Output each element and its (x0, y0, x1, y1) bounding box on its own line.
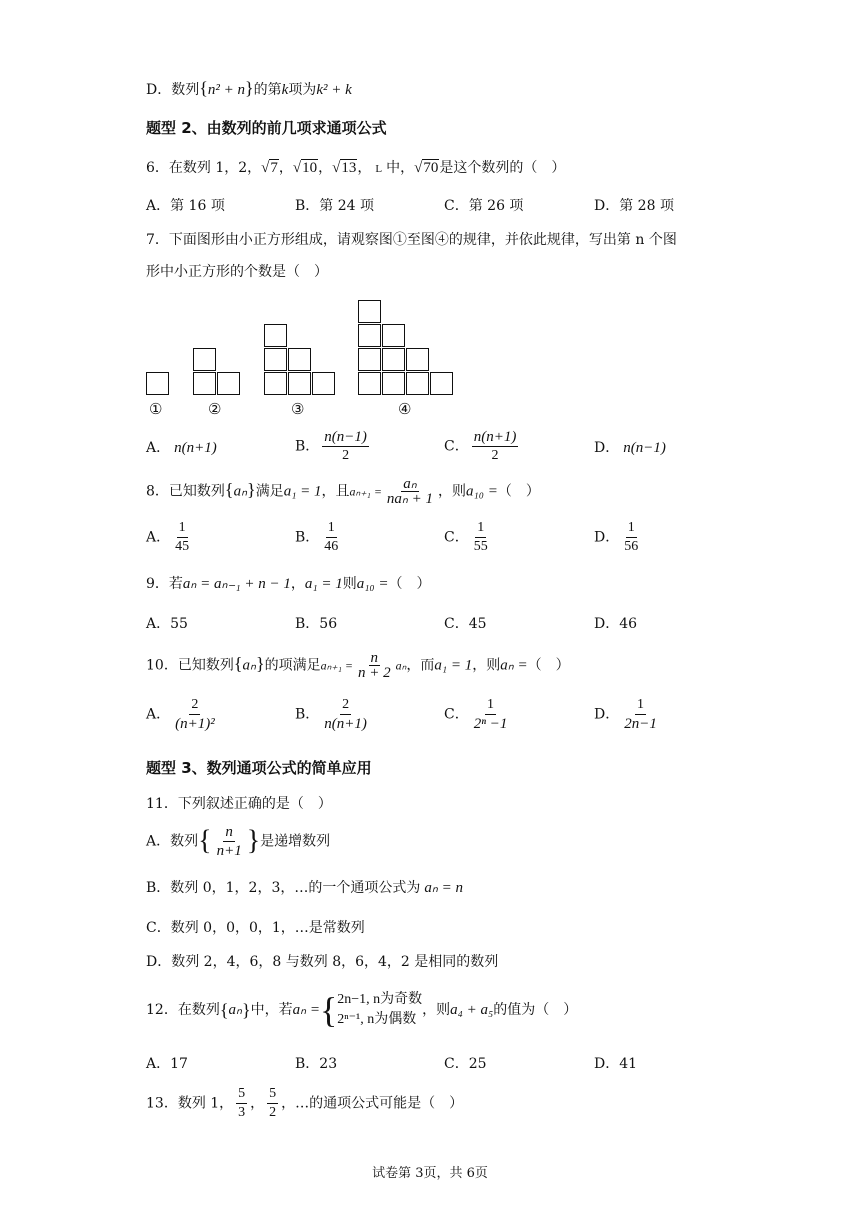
q7-b-num: n(n−1) (324, 429, 367, 445)
q10-b-den: n(n+1) (324, 716, 367, 732)
q12-lhs: aₙ = (292, 1002, 320, 1018)
q7-d-expr: n(n−1) (623, 440, 666, 456)
q8-c-fraction (472, 520, 490, 555)
sqrt-13: √13 (332, 160, 357, 176)
q10-lhs: aₙ₊₁ = (320, 658, 353, 673)
q7-option-c (444, 429, 521, 464)
q8-d-label: D． (594, 529, 620, 546)
q13-sep: ， (250, 1095, 265, 1112)
q7-c-num: n(n+1) (473, 429, 517, 445)
brace-right: } (255, 653, 265, 674)
q8-and: ，且 (321, 483, 350, 500)
q10-option-a (146, 697, 220, 732)
q8-rec-den: naₙ + 1 (386, 491, 434, 507)
q10-pre: 10．已知数列 (146, 657, 234, 674)
square (312, 372, 335, 395)
q10-c-label: C． (444, 706, 469, 723)
q10-fraction (356, 652, 393, 679)
q7-c-label: C． (444, 438, 469, 455)
q7-c-den: 2 (491, 448, 499, 463)
q13-pre: 13．数列 1， (146, 1095, 234, 1112)
sqrt-7: √7 (261, 160, 278, 176)
q8-then: ，则 (438, 483, 467, 500)
q9-ask: a₁₀ = (356, 576, 389, 592)
q10-init: a₁ = 1 (434, 657, 473, 674)
q12-case2: 2ⁿ⁻¹, n为偶数 (337, 1012, 417, 1027)
q12-post: 的值为（ ） (493, 1002, 578, 1018)
q10-d-label: D． (594, 706, 620, 723)
q8-a-num: 1 (177, 520, 188, 538)
q10-seq: aₙ (242, 657, 256, 674)
q8-option-a (146, 520, 194, 555)
q10-ask: aₙ = (500, 657, 528, 674)
q12-seq: aₙ (228, 1002, 242, 1018)
q7-option-a (146, 438, 217, 458)
q10-den: n + 2 (357, 665, 391, 681)
q8-a-fraction (173, 520, 191, 555)
q6-stem-post: 是这个数列的（ ） (439, 160, 566, 176)
q10-stem (146, 652, 570, 679)
q12-pre: 12．在数列 (146, 1002, 220, 1018)
q12-then: ，则 (422, 1002, 451, 1018)
q7-a-label: A． (146, 440, 171, 456)
q11-b-expr: aₙ = n (424, 880, 463, 896)
q6-stem: 6．在数列 1，2，√7，√10，√13， L 中，√70是这个数列的（ ） (146, 160, 566, 176)
square (358, 348, 381, 371)
figure-label-4: ④ (398, 400, 412, 418)
q9-option-a: A．55 (146, 616, 188, 632)
q10-b-num: 2 (340, 697, 351, 715)
brace-left: { (199, 78, 208, 98)
q8-c-den: 55 (473, 539, 488, 554)
q10-option-b (295, 697, 372, 732)
q6-ellipsis-glyph: L (375, 163, 383, 175)
q9-stem (146, 574, 431, 594)
q7-d-label: D． (594, 440, 620, 456)
q5d-mid: 的第 (253, 82, 282, 98)
square (193, 348, 216, 371)
q12-ask: a₄ + a₅ (450, 1002, 494, 1018)
q7-b-label: B． (295, 438, 320, 455)
q8-option-b (295, 520, 343, 555)
q6-r1: 7 (270, 160, 278, 176)
q7-stem-line1: 7．下面图形由小正方形组成，请观察图①至图④的规律，并依此规律，写出第 n 个图 (146, 232, 677, 248)
q12-option-b: B．23 (295, 1056, 338, 1072)
q10-c-num: 1 (485, 697, 496, 715)
q8-a-label: A． (146, 529, 171, 546)
square (288, 372, 311, 395)
q8-rec-fraction (385, 478, 435, 505)
q12-mid: 中，若 (250, 1002, 293, 1018)
square (264, 324, 287, 347)
q13-post: ，…的通项公式可能是（ ） (281, 1095, 464, 1112)
q12-option-a: A．17 (146, 1056, 188, 1072)
q8-d-den: 56 (624, 539, 639, 554)
q13-f1-num: 5 (236, 1086, 247, 1104)
q8-d-fraction (622, 520, 640, 555)
q11-a-num: n (225, 824, 233, 840)
brace-left: { (219, 1000, 229, 1020)
square (382, 372, 405, 395)
q9-option-b: B．56 (295, 616, 338, 632)
q8-pre: 8．已知数列 (146, 483, 225, 500)
square (406, 372, 429, 395)
cases-brace: { (319, 990, 338, 1030)
q7-c-fraction (472, 429, 519, 464)
q10-d-den: 2n−1 (624, 716, 657, 732)
q11-a-pre: A．数列 (146, 833, 199, 850)
q10-d-num: 1 (635, 697, 646, 715)
q11-option-c: C．数列 0，0，0，1，…是常数列 (146, 920, 365, 936)
q9-eq: aₙ = aₙ₋₁ + n − 1 (182, 576, 291, 592)
q12-cases (337, 990, 422, 1030)
q6-r3: 13 (341, 160, 357, 176)
q10-a-label: A． (146, 706, 171, 723)
page-footer: 试卷第 3页，共 6页 (372, 1166, 488, 1181)
q10-c-den: 2ⁿ −1 (473, 716, 508, 732)
q8-a-den: 45 (175, 539, 190, 554)
sqrt-70: √70 (414, 160, 439, 176)
q8-c-label: C． (444, 529, 469, 546)
q6-option-a: A．第 16 项 (146, 198, 225, 214)
q9-init: a₁ = 1 (304, 576, 343, 592)
q7-b-den: 2 (342, 448, 350, 463)
q7-stem-line2: 形中小正方形的个数是（ ） (146, 264, 328, 280)
sqrt-10: √10 (292, 160, 318, 176)
q5d-label: D．数列 (146, 82, 200, 98)
q9-sep: ， (290, 576, 305, 592)
q8-blank: （ ） (497, 483, 540, 500)
q5d-tail: 项为 (288, 82, 317, 98)
square (193, 372, 216, 395)
q9-then: 则 (342, 576, 357, 592)
q9-option-c: C．45 (444, 616, 487, 632)
section-3-title: 题型 3、数列通项公式的简单应用 (146, 759, 372, 777)
q10-then: ，则 (472, 657, 501, 674)
q9-pre: 9．若 (146, 576, 183, 592)
brace-right: } (246, 825, 261, 857)
q11-b-text: B．数列 0，1，2，3，…的一个通项公式为 (146, 880, 421, 896)
section-2-title: 题型 2、由数列的前几项求通项公式 (146, 119, 387, 137)
q8-b-den: 46 (324, 539, 339, 554)
q8-rec-lhs: aₙ₊₁ = (349, 484, 382, 499)
q7-option-d (594, 438, 666, 458)
q5d-seq: n² + n (207, 82, 245, 98)
q8-option-c (444, 520, 493, 555)
q13-fraction-2 (267, 1086, 278, 1121)
figure-label-3: ③ (291, 400, 305, 418)
q10-a-den: (n+1)² (175, 716, 215, 732)
q5-option-d (146, 78, 352, 100)
q7-b-fraction (322, 429, 369, 464)
q10-blank: （ ） (527, 657, 570, 674)
figure-label-1: ① (149, 400, 163, 418)
q8-seq: aₙ (233, 483, 248, 500)
q9-option-d: D．46 (594, 616, 638, 632)
q8-d-num: 1 (626, 520, 637, 538)
q8-stem (146, 478, 540, 505)
q12-stem (146, 990, 577, 1032)
brace-left: { (198, 825, 212, 857)
brace-right: } (241, 1000, 251, 1020)
q13-f2-den: 2 (269, 1105, 277, 1120)
square (406, 348, 429, 371)
q11-stem: 11．下列叙述正确的是（ ） (146, 796, 332, 812)
q12-option-c: C．25 (444, 1056, 487, 1072)
q11-option-d: D．数列 2，4，6，8 与数列 8，6，4，2 是相同的数列 (146, 954, 499, 970)
q8-b-label: B． (295, 529, 320, 546)
q10-num: n (370, 650, 379, 666)
q10-d-fraction (622, 697, 659, 732)
square (382, 324, 405, 347)
q13-stem (146, 1086, 463, 1121)
q8-b-num: 1 (326, 520, 337, 538)
q10-mid: 的项满足 (264, 657, 321, 674)
brace-right: } (245, 78, 254, 98)
brace-left: { (233, 653, 243, 674)
q8-b-fraction (322, 520, 340, 555)
q9-blank: （ ） (388, 576, 431, 592)
q6-stem-pre: 6．在数列 1，2， (146, 160, 262, 176)
q6-zh: 中， (386, 160, 415, 176)
q8-cond-pre: 满足 (255, 483, 284, 500)
q10-option-c (444, 697, 512, 732)
q7-option-b (295, 429, 372, 464)
q10-rhs: aₙ (395, 658, 407, 673)
q8-ask: a₁₀ = (466, 483, 498, 500)
q13-f1-den: 3 (238, 1105, 246, 1120)
q13-f2-num: 5 (267, 1086, 278, 1104)
q7-a-expr: n(n+1) (174, 440, 217, 456)
square (358, 324, 381, 347)
q6-r4: 70 (423, 160, 439, 176)
q10-c-fraction (472, 697, 510, 732)
q11-a-den: n+1 (216, 843, 242, 859)
square (264, 348, 287, 371)
q10-option-d (594, 697, 662, 732)
q5d-ans: k² + k (316, 82, 352, 98)
q6-option-c: C．第 26 项 (444, 198, 524, 214)
q13-fraction-1 (236, 1086, 247, 1121)
q11-option-b (146, 878, 463, 898)
square (217, 372, 240, 395)
q8-rec-num: aₙ (403, 476, 417, 492)
q12-option-d: D．41 (594, 1056, 638, 1072)
q8-cond1: a₁ = 1 (283, 483, 322, 500)
square (358, 300, 381, 323)
square (146, 372, 169, 395)
q6-r2: 10 (302, 160, 318, 176)
square (358, 372, 381, 395)
square (264, 372, 287, 395)
q10-and: ，而 (406, 657, 435, 674)
q10-b-label: B． (295, 706, 320, 723)
q10-a-fraction (173, 697, 217, 732)
figure-label-2: ② (208, 400, 222, 418)
q6-option-d: D．第 28 项 (594, 198, 674, 214)
q10-b-fraction (322, 697, 369, 732)
square (382, 348, 405, 371)
q11-a-fraction (215, 824, 244, 859)
q5d-k: k (281, 82, 289, 98)
brace-right: } (247, 479, 256, 500)
square (430, 372, 453, 395)
square (288, 348, 311, 371)
q6-option-b: B．第 24 项 (295, 198, 375, 214)
q8-c-num: 1 (475, 520, 486, 538)
q11-option-a (146, 824, 330, 859)
q11-a-post: 是递增数列 (260, 833, 331, 850)
brace-left: { (224, 479, 234, 500)
q8-option-d (594, 520, 643, 555)
q12-case1: 2n−1, n为奇数 (337, 992, 423, 1007)
q10-a-num: 2 (189, 697, 200, 715)
